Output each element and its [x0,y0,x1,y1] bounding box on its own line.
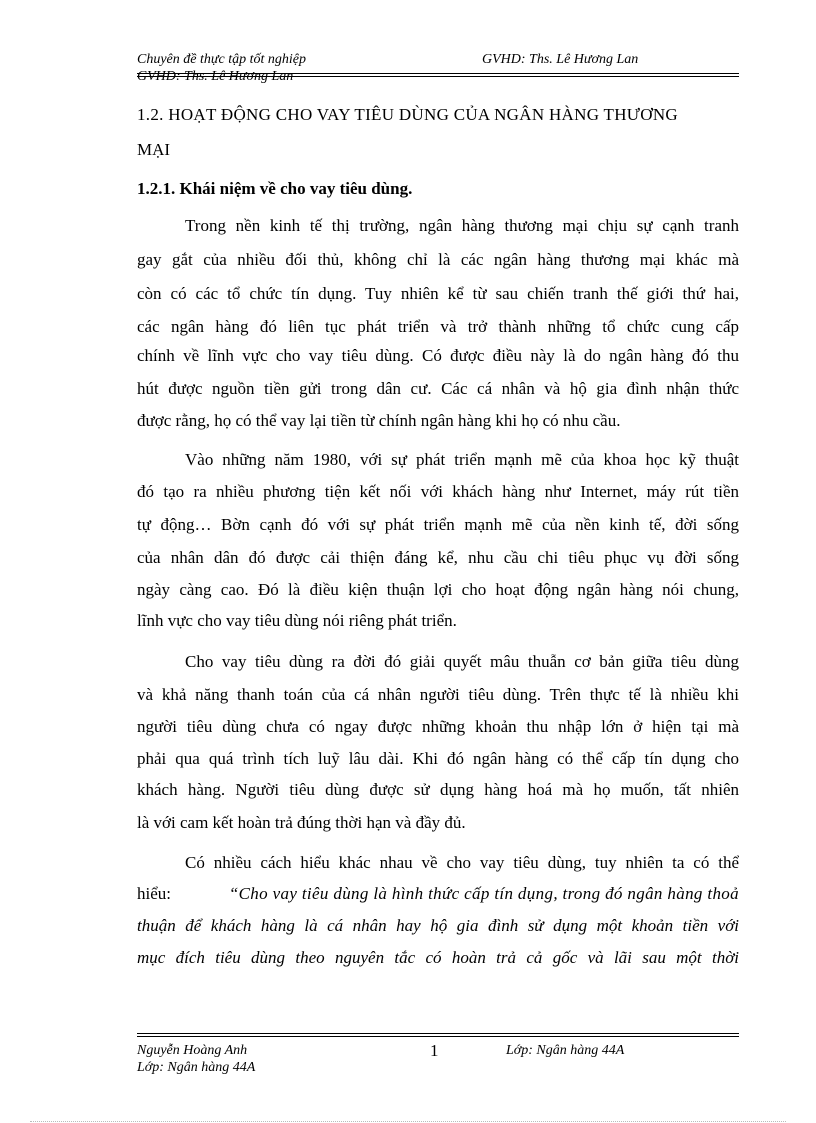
definition-lead: hiểu: [137,884,171,903]
header-advisor-overlap: GVHD: Ths. Lê Hương Lan [137,69,294,84]
text-line: người tiêu dùng chưa có ngay được những khoản thu nhập lớn ở hiện tại mà [137,717,739,736]
text-line: khách hàng. Người tiêu dùng được sử dụng hàng hoá mà họ muốn, tất nhiên [137,780,739,799]
header-rule-top [137,73,739,74]
text-line: Trong nền kinh tế thị trường, ngân hàng thương mại chịu sự cạnh tranh [185,216,739,235]
footer-rule-top [137,1033,739,1034]
text-line: gay gắt của nhiều đối thủ, không chỉ là các ngân hàng thương mại khác mà [137,250,739,269]
text-line: các ngân hàng đó liên tục phát triển và trở thành những tổ chức cung cấp [137,317,739,336]
text-line: hút được nguồn tiền gửi trong dân cư. Các cá nhân và hộ gia đình nhận thức [137,379,739,398]
text-line: chính về lĩnh vực cho vay tiêu dùng. Có được điều này là do ngân hàng đó thu [137,346,739,365]
footer-class-right: Lớp: Ngân hàng 44A [506,1043,625,1058]
footer-rule-bottom [137,1036,739,1037]
header-doc-title: Chuyên đề thực tập tốt nghiệp [137,52,306,67]
text-line: Có nhiều cách hiểu khác nhau về cho vay tiêu dùng, tuy nhiên ta có thể [185,853,739,872]
text-line: và khả năng thanh toán của cá nhân người tiêu dùng. Trên thực tế là nhiều khi [137,685,739,704]
text-line: Cho vay tiêu dùng ra đời đó giải quyết mâu thuẫn cơ bản giữa tiêu dùng [185,652,739,671]
definition-quote-line: mục đích tiêu dùng theo nguyên tắc có hoàn trả cả gốc và lãi sau một thời [137,948,739,967]
definition-quote-start: “Cho vay tiêu dùng là hình thức cấp tín dụng, trong đó ngân hàng thoả [228,884,739,903]
text-line [137,884,739,904]
page-edge-dotted-line [30,1121,786,1122]
text-line: lĩnh vực cho vay tiêu dùng nói riêng phát triển. [137,611,457,630]
page-number: 1 [430,1041,439,1060]
text-line: là với cam kết hoàn trả đúng thời hạn và đầy đủ. [137,813,466,832]
header-advisor: GVHD: Ths. Lê Hương Lan [482,52,639,67]
text-line: của nhân dân đó được cải thiện đáng kể, nhu cầu chi tiêu phục vụ đời sống [137,548,739,567]
text-line: tự động… Bờn cạnh đó với sự phát triển mạnh mẽ của nền kinh tế, đời sống [137,515,739,534]
text-line: Vào những năm 1980, với sự phát triển mạnh mẽ của khoa học kỹ thuật [185,450,739,469]
text-line: được rằng, họ có thể vay lại tiền từ chính ngân hàng khi họ có nhu cầu. [137,411,621,430]
definition-quote-line: thuận để khách hàng là cá nhân hay hộ gia đình sử dụng một khoản tiền với [137,916,739,935]
text-line: phải qua quá trình tích luỹ lâu dài. Khi đó ngân hàng có thể cấp tín dụng cho [137,749,739,768]
footer-class-left: Lớp: Ngân hàng 44A [137,1060,256,1075]
subsection-title: 1.2.1. Khái niệm về cho vay tiêu dùng. [137,179,413,198]
text-line: ngày càng cao. Đó là điều kiện thuận lợi cho hoạt động ngân hàng nói chung, [137,580,739,599]
text-line: đó tạo ra nhiều phương tiện kết nối với khách hàng như Internet, máy rút tiền [137,482,739,501]
header-rule-bottom [137,76,739,77]
section-title-cont: MẠI [137,140,171,159]
text-line: còn có các tổ chức tín dụng. Tuy nhiên kể từ sau chiến tranh thế giới thứ hai, [137,284,739,303]
footer-author: Nguyễn Hoàng Anh [137,1043,248,1058]
section-title: 1.2. HOẠT ĐỘNG CHO VAY TIÊU DÙNG CỦA NGÂN HÀNG THƯƠNG [137,105,678,124]
